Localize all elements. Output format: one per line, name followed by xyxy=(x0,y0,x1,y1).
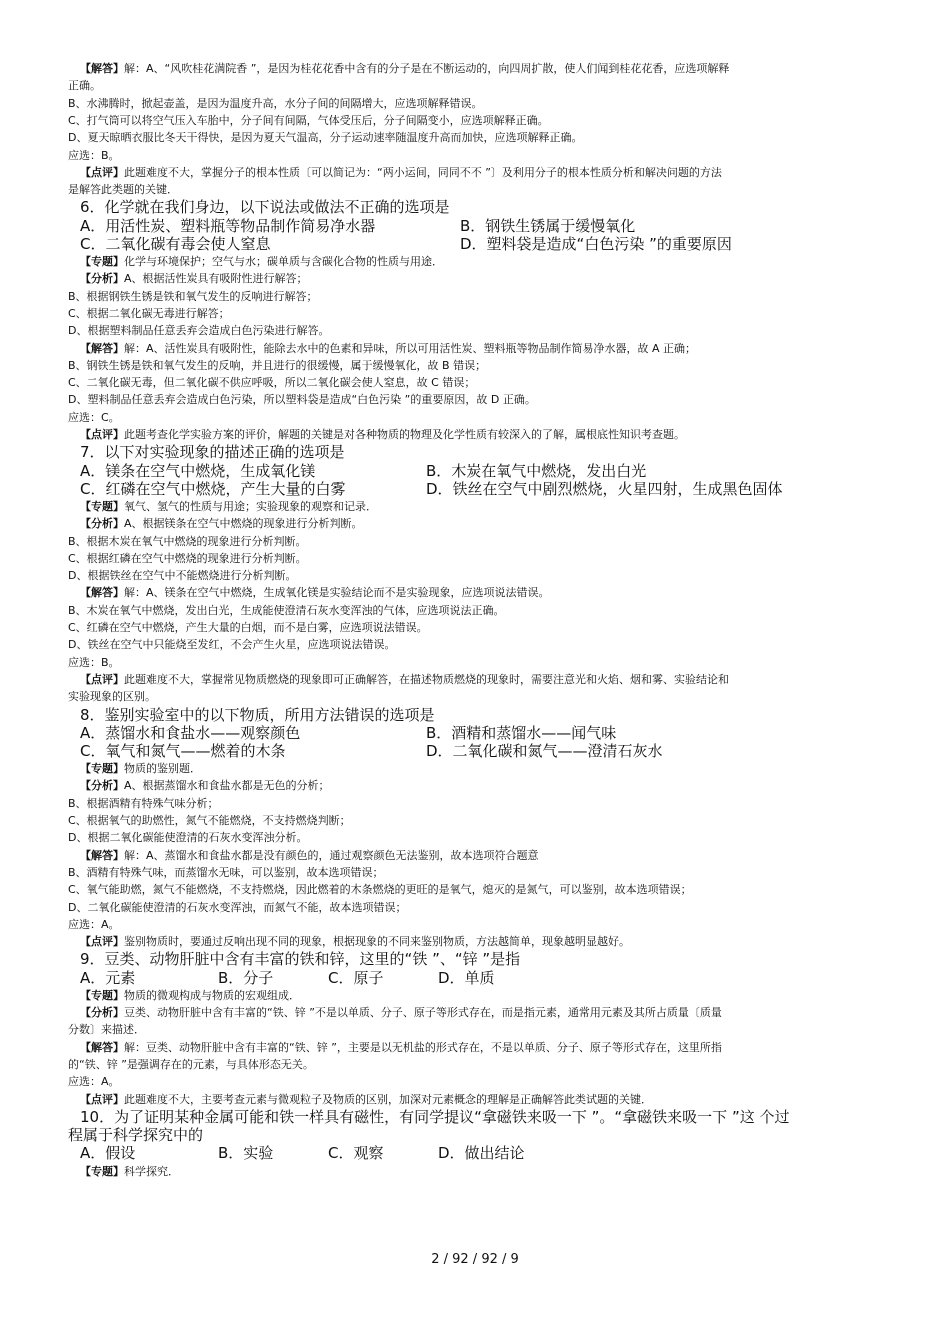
annotation-line xyxy=(80,340,696,357)
annotation-text: 解：A、镁条在空气中燃烧，生成氧化镁是实验结论而不是实验现象，应选项说法错误。 xyxy=(124,586,550,600)
annotation-tag: 【点评】 xyxy=(80,935,124,949)
option: B．实验 xyxy=(218,1144,274,1163)
text-line: D、根据塑料制品任意丢弃会造成白色污染进行解答。 xyxy=(68,324,330,338)
annotation-text: 科学探究． xyxy=(124,1164,179,1178)
annotation-text: 解：豆类、动物肝脏中含有丰富的“铁、锌 ”，主要是以无机盐的形式存在，不是以单质、分子、原子等形式存在，这里所指 xyxy=(124,1040,722,1054)
question-stem-continued: 程属于科学探究中的 xyxy=(68,1126,204,1145)
text-line: B、水沸腾时，掀起壶盖，是因为温度升高，水分子间的间隔增大，应选项解释错误。 xyxy=(68,96,483,110)
text-line: 应选：B。 xyxy=(68,655,120,669)
annotation-line xyxy=(80,60,729,77)
annotation-tag: 【分析】 xyxy=(80,272,124,286)
text-line: 是解答此类题的关键． xyxy=(68,183,178,197)
annotation-text: 此题难度不大，掌握常见物质燃烧的现象即可正确解答，在描述物质燃烧的现象时，需要注意光和火焰、烟和雾、实验结论和 xyxy=(124,672,729,686)
annotation-text: 此题难度不大，掌握分子的根本性质〔可以简记为：“两小运间，同同不不 ”〕及利用分子的根本性质分析和解决问题的方法 xyxy=(124,165,722,179)
text-line: D、铁丝在空气中只能烧至发红，不会产生火星，应选项说法错误。 xyxy=(68,638,396,652)
option: C．观察 xyxy=(328,1144,384,1163)
annotation-tag: 【解答】 xyxy=(80,62,124,75)
option: D．塑料袋是造成“白色污染 ”的重要原因 xyxy=(460,234,732,253)
text-line: C、红磷在空气中燃烧，产生大量的白烟，而不是白雾，应选项说法错误。 xyxy=(68,621,428,634)
option: A．用活性炭、塑料瓶等物品制作简易净水器 xyxy=(80,216,376,235)
annotation-tag: 【专题】 xyxy=(80,255,124,268)
annotation-tag: 【解答】 xyxy=(80,848,124,862)
annotation-line xyxy=(80,933,630,950)
option: B．酒精和蒸馏水——闻气味 xyxy=(426,723,617,742)
annotation-tag: 【专题】 xyxy=(80,762,124,776)
text-line: 应选：C。 xyxy=(68,410,120,424)
question-stem: 8．鉴别实验室中的以下物质，所用方法错误的选项是 xyxy=(80,705,435,724)
annotation-line xyxy=(80,777,330,794)
option: D．做出结论 xyxy=(438,1144,525,1163)
text-line: C、根据氧气的助燃性，氮气不能燃烧，不支持燃烧判断； xyxy=(68,814,351,827)
option: C．红磷在空气中燃烧，产生大量的白雾 xyxy=(80,479,346,498)
annotation-line xyxy=(80,584,550,601)
text-line: B、根据酒精有特殊气味分析； xyxy=(68,796,219,810)
annotation-line xyxy=(80,253,443,270)
option: A．假设 xyxy=(80,1144,136,1163)
annotation-text: 物质的鉴别题． xyxy=(124,762,201,776)
text-line: B、木炭在氧气中燃烧，发出白光，生成能使澄清石灰水变浑浊的气体，应选项说法正确。 xyxy=(68,603,505,617)
annotation-line xyxy=(80,426,685,443)
text-line: B、钢铁生锈是铁和氧气发生的反响，并且进行的很缓慢，属于缓慢氧化，故 B 错误； xyxy=(68,358,487,372)
option: D．铁丝在空气中剧烈燃烧，火星四射，生成黑色固体 xyxy=(426,479,783,498)
annotation-tag: 【专题】 xyxy=(80,988,124,1002)
annotation-line xyxy=(80,164,722,181)
text-line: 应选：A。 xyxy=(68,1075,120,1089)
annotation-tag: 【解答】 xyxy=(80,1040,124,1054)
text-line: 分数〕来描述． xyxy=(68,1023,145,1037)
text-line: 应选：A。 xyxy=(68,917,120,931)
annotation-tag: 【分析】 xyxy=(80,1006,124,1020)
annotation-line xyxy=(80,515,363,532)
annotation-line xyxy=(80,987,300,1004)
question-stem: 10．为了证明某种金属可能和铁一样具有磁性，有同学提议“拿磁铁来吸一下 ”。“拿磁铁来吸一下 ”这 个过 xyxy=(80,1107,790,1126)
annotation-text: 此题考查化学实验方案的评价，解题的关键是对各种物质的物理及化学性质有较深入的了解，属根底性知识考查题。 xyxy=(124,428,685,441)
text-line: C、根据二氧化碳无毒进行解答； xyxy=(68,306,230,320)
option: C．原子 xyxy=(328,968,384,987)
annotation-text: 此题难度不大，主要考查元素与微观粒子及物质的区别，加深对元素概念的理解是正确解答此类试题的关键． xyxy=(124,1092,652,1106)
annotation-text: 解：A、蒸馏水和食盐水都是没有颜色的，通过观察颜色无法鉴别，故本选项符合题意 xyxy=(124,848,539,862)
annotation-line xyxy=(80,671,729,688)
annotation-line xyxy=(80,847,539,864)
option: A．镁条在空气中燃烧，生成氧化镁 xyxy=(80,461,316,480)
text-line: 实验现象的区别。 xyxy=(68,690,156,704)
annotation-tag: 【解答】 xyxy=(80,341,124,355)
text-line: D、根据铁丝在空气中不能燃烧进行分析判断。 xyxy=(68,569,297,583)
text-line: C、根据红磷在空气中燃烧的现象进行分析判断。 xyxy=(68,551,307,565)
option: B．木炭在氧气中燃烧，发出白光 xyxy=(426,461,647,480)
text-line: D、塑料制品任意丢弃会造成白色污染，所以塑料袋是造成“白色污染 ”的重要原因，故 D 正确。 xyxy=(68,393,536,407)
annotation-text: A、根据蒸馏水和食盐水都是无色的分析； xyxy=(124,779,330,793)
option: B．钢铁生锈属于缓慢氧化 xyxy=(460,216,636,235)
annotation-tag: 【点评】 xyxy=(80,165,124,179)
annotation-tag: 【分析】 xyxy=(80,779,124,793)
option: D．单质 xyxy=(438,968,495,987)
option: C．氧气和氮气——燃着的木条 xyxy=(80,741,286,760)
text-line: D、夏天晾晒衣服比冬天干得快，是因为夏天气温高，分子运动速率随温度升高而加快，应选项解释正确。 xyxy=(68,131,583,145)
option: D．二氧化碳和氮气——澄清石灰水 xyxy=(426,741,663,760)
question-stem: 6．化学就在我们身边，以下说法或做法不正确的选项是 xyxy=(80,198,450,217)
text-line: B、根据木炭在氧气中燃烧的现象进行分析判断。 xyxy=(68,534,307,548)
annotation-line xyxy=(80,760,201,777)
page-footer: 2 / 92 / 92 / 9 xyxy=(431,1252,519,1267)
annotation-text: A、根据活性炭具有吸附性进行解答； xyxy=(124,272,308,286)
option: B．分子 xyxy=(218,968,274,987)
annotation-line xyxy=(80,498,377,515)
annotation-text: 氧气、氢气的性质与用途；实验现象的观察和记录． xyxy=(124,499,377,513)
annotation-text: 鉴别物质时，要通过反响出现不同的现象，根据现象的不同来鉴别物质，方法越简单，现象越明显越好。 xyxy=(124,935,630,949)
annotation-tag: 【专题】 xyxy=(80,499,124,513)
text-line: B、酒精有特殊气味，而蒸馏水无味，可以鉴别，故本选项错误； xyxy=(68,865,384,879)
text-line: 应选：B。 xyxy=(68,148,120,162)
text-line: C、氧气能助燃，氮气不能燃烧，不支持燃烧，因此燃着的木条燃烧的更旺的是氧气，熄灭的是氮气，可以鉴别，故本选项错误； xyxy=(68,883,692,897)
annotation-text: 豆类、动物肝脏中含有丰富的“铁、锌 ”不是以单质、分子、原子等形式存在，而是指元素，通常用元素及其所占质量〔质量 xyxy=(124,1006,722,1020)
annotation-line xyxy=(80,1039,722,1056)
option: C．二氧化碳有毒会使人窒息 xyxy=(80,234,271,253)
annotation-text: 化学与环境保护；空气与水；碳单质与含碳化合物的性质与用途． xyxy=(124,255,443,268)
question-stem: 7．以下对实验现象的描述正确的选项是 xyxy=(80,443,345,462)
annotation-text: 解：A、“风吹桂花满院香 ”，是因为桂花花香中含有的分子是在不断运动的，向四周扩散，使人们闻到桂花花香，应选项解释 xyxy=(124,62,730,75)
annotation-tag: 【点评】 xyxy=(80,428,124,441)
text-line: B、根据钢铁生锈是铁和氧气发生的反响进行解答； xyxy=(68,289,318,303)
text-line: D、二氧化碳能使澄清的石灰水变浑浊，而氮气不能，故本选项错误； xyxy=(68,900,407,914)
annotation-text: 物质的微观构成与物质的宏观组成． xyxy=(124,988,300,1002)
question-stem: 9．豆类、动物肝脏中含有丰富的铁和锌，这里的“铁 ”、“锌 ”是指 xyxy=(80,950,521,969)
annotation-text: 解：A、活性炭具有吸附性，能除去水中的色素和异味，所以可用活性炭、塑料瓶等物品制作简易净水器，故 A 正确； xyxy=(124,341,697,355)
annotation-tag: 【点评】 xyxy=(80,1092,124,1106)
annotation-tag: 【专题】 xyxy=(80,1164,124,1178)
text-line: D、根据二氧化碳能使澄清的石灰水变浑浊分析。 xyxy=(68,831,308,845)
annotation-line xyxy=(80,1163,179,1180)
text-line: C、二氧化碳无毒，但二氧化碳不供应呼吸，所以二氧化碳会使人窒息，故 C 错误； xyxy=(68,376,476,390)
annotation-line xyxy=(80,1004,722,1021)
text-line: 的“铁、锌 ”是强调存在的元素，与具体形态无关。 xyxy=(68,1058,314,1071)
annotation-line xyxy=(80,1091,652,1108)
option: A．元素 xyxy=(80,968,136,987)
annotation-line xyxy=(80,270,308,287)
annotation-tag: 【分析】 xyxy=(80,517,124,531)
text-line: 正确。 xyxy=(68,79,101,93)
annotation-tag: 【点评】 xyxy=(80,672,124,686)
annotation-text: A、根据镁条在空气中燃烧的现象进行分析判断。 xyxy=(124,517,363,531)
option: A．蒸馏水和食盐水——观察颜色 xyxy=(80,723,301,742)
annotation-tag: 【解答】 xyxy=(80,586,124,600)
text-line: C、打气筒可以将空气压入车胎中，分子间有间隔，气体受压后，分子间隔变小，应选项解释正确。 xyxy=(68,113,549,127)
